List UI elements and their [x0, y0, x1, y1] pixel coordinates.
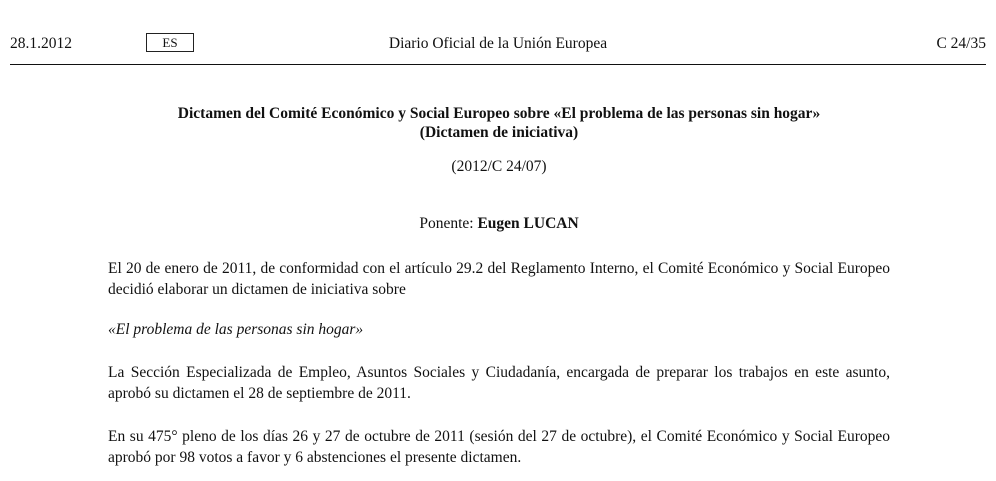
page-header [10, 33, 986, 57]
document-code: (2012/C 24/07) [451, 158, 547, 175]
paragraph-4: En su 475° pleno de los días 26 y 27 de octubre de 2011 (sesión del 27 de octubre), el Comité Económico y Social Europeo aprobó por 98 votos a favor y 6 abstenciones el presente dictamen. [108, 428, 890, 466]
paragraph-1: El 20 de enero de 2011, de conformidad con el artículo 29.2 del Reglamento Interno, el Comité Económico y Social Europeo decidió elaborar un dictamen de iniciativa sobre [108, 260, 890, 298]
rapporteur-name: Eugen LUCAN [477, 215, 579, 232]
journal-title: Diario Oficial de la Unión Europea [388, 35, 608, 52]
paragraph-2: «El problema de las personas sin hogar» [108, 321, 364, 338]
paragraph-3: La Sección Especializada de Empleo, Asuntos Sociales y Ciudadanía, encargada de preparar los trabajos en este asunto, aprobó su dictamen el 28 de septiembre de 2011. [108, 364, 890, 402]
page-reference: C 24/35 [936, 35, 986, 52]
rapporteur-label: Ponente: [419, 215, 478, 232]
publication-date: 28.1.2012 [10, 35, 72, 52]
header-rule [10, 64, 986, 65]
document-title [108, 104, 890, 142]
title-line-1: Dictamen del Comité Económico y Social Europeo sobre «El problema de las personas sin hogar» [177, 105, 821, 122]
rapporteur-line [108, 215, 890, 233]
title-line-2: (Dictamen de iniciativa) [419, 124, 579, 141]
language-code-box: ES [146, 33, 194, 52]
